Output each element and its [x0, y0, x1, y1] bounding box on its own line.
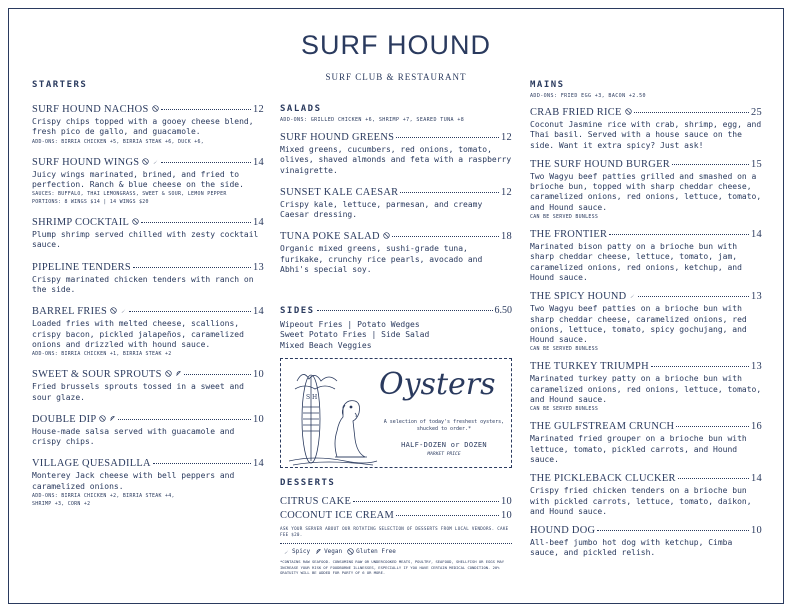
mains-column [530, 80, 762, 567]
menu-item [530, 473, 762, 517]
legend-spicy: Spicy [292, 548, 311, 555]
oysters-market-price: MARKET PRICE [427, 452, 461, 457]
menu-item-name: THE SPICY HOUND [530, 291, 627, 303]
menu-item [32, 369, 264, 403]
spicy-icon [152, 158, 159, 165]
menu-item [530, 159, 762, 221]
menu-item [32, 262, 264, 296]
gluten-free-icon [165, 370, 172, 377]
menu-item-addons: ADD-ONS: BIRRIA CHICKEN +5, BIRRIA STEAK +6, DUCK +6, [32, 138, 204, 145]
menu-item-header [32, 414, 264, 425]
salads-column [280, 104, 512, 286]
menu-item-description: House-made salsa served with guacamole and crispy chips. [32, 426, 235, 447]
menu-item [32, 306, 264, 358]
menu-item-header [280, 132, 512, 143]
menu-item-price: 14 [751, 473, 762, 485]
mains-addons: ADD-ONS: FRIED EGG +3, BACON +2.50 [530, 93, 646, 99]
gluten-free-icon [152, 105, 159, 112]
menu-item-description: All-beef jumbo hot dog with ketchup, Cimba sauce, and pickled relish. [530, 538, 733, 558]
menu-item-dots [133, 267, 251, 268]
sides-line: Mixed Beach Veggies [280, 340, 372, 350]
dietary-legend [280, 548, 512, 555]
menu-item-name: SHRIMP COCKTAIL [32, 217, 130, 229]
menu-item [32, 104, 264, 146]
menu-item-price: 15 [751, 158, 762, 170]
menu-item [32, 414, 264, 448]
menu-item-header [32, 217, 264, 228]
menu-item-description: Mixed greens, cucumbers, red onions, tomato, olives, shaved almonds and feta with a raspberry vinaigrette. [280, 145, 512, 175]
dessert-item [280, 510, 512, 521]
spicy-icon [629, 292, 636, 299]
menu-item [530, 291, 762, 353]
menu-item-name: DOUBLE DIP [32, 413, 97, 425]
gluten-free-icon [110, 307, 117, 314]
menu-item-name: THE SURF HOUND BURGER [530, 158, 670, 170]
desserts-section [280, 478, 512, 576]
menu-item-price: 12 [253, 104, 264, 115]
menu-item-dots [129, 311, 251, 312]
oysters-portions: HALF-DOZEN or DOZEN [401, 441, 487, 449]
menu-item-name: CRAB FRIED RICE [530, 107, 622, 118]
menu-item-addons: PORTIONS: 8 WINGS $14 | 14 WINGS $20 [32, 199, 149, 206]
menu-item-description: Crispy marinated chicken tenders with ranch on the side. [32, 274, 254, 295]
menu-item-price: 13 [751, 291, 762, 303]
raw-food-footnote: *CONTAINS RAW SEAFOOD. CONSUMING RAW OR UNDERCOOKED MEATS, POULTRY, SEAFOOD, SHELLFISH OR EGGS MAY INCREASE YOUR RISK OF FOODBORNE ILLNESSES, ESPECIALLY IF YOU HAVE CERTAIN MEDICAL CONDITION. 20% GRATUITY WILL BE ADDED FOR PARTY OF 6 OR MORE. [280, 559, 505, 575]
menu-item-name: SWEET & SOUR SPROUTS [32, 369, 162, 381]
legend-divider [280, 543, 512, 576]
salads-heading: SALADS [280, 104, 322, 114]
menu-item-description: Coconut Jasmine rice with crab, shrimp, egg, and Thai basil. Served with a house sauce on the side. Want it extra spicy? Just ask! [530, 120, 762, 150]
dessert-price: 10 [501, 510, 512, 521]
desserts-heading: DESSERTS [280, 478, 336, 488]
menu-item-name: THE PICKLEBACK CLUCKER [530, 473, 676, 485]
menu-item-description: Two Wagyu beef patties on a brioche bun with sharp cheddar cheese, caramelized onions, red onions, lettuce, tomato, spicy gochujang, and Hound sauce. [530, 304, 747, 345]
salads-list [280, 132, 512, 275]
menu-item-addons: ADD-ONS: BIRRIA CHICKEN +1, BIRRIA STEAK +2 [32, 351, 172, 358]
mains-list [530, 107, 762, 559]
menu-item-description: Marinated turkey patty on a brioche bun with caramelized onions, red onions, lettuce, tomato, and Hound sauce. [530, 374, 762, 405]
menu-item-header [530, 421, 762, 432]
menu-item-name: SURF HOUND GREENS [280, 132, 395, 143]
gluten-free-icon [99, 415, 106, 422]
menu-item-description: Organic mixed greens, sushi-grade tuna, furikake, crunchy rice pearls, avocado and Abhi's special soy. [280, 244, 483, 275]
spicy-icon [120, 307, 127, 314]
menu-item [280, 187, 512, 221]
menu-item-header [530, 473, 762, 484]
menu-item [530, 361, 762, 413]
menu-item [530, 421, 762, 465]
menu-item-description: Loaded fries with melted cheese, scallions, crispy bacon, pickled jalapeños, caramelized onions and drizzled with hound sauce. [32, 319, 244, 349]
menu-item-price: 13 [253, 261, 264, 273]
dessert-item [280, 496, 512, 507]
gluten-free-icon [625, 108, 632, 115]
menu-item-price: 25 [751, 107, 762, 118]
menu-item-addons: SAUCES: BUFFALO, THAI LEMONGRASS, SWEET & SOUR, LEMON PEPPER [32, 191, 227, 198]
salads-addons: ADD-ONS: GRILLED CHICKEN +6, SHRIMP +7, SEARED TUNA +8 [280, 117, 465, 123]
menu-item-description: Plump shrimp served chilled with zesty cocktail sauce. [32, 230, 259, 250]
sides-price: 6.50 [494, 305, 512, 316]
menu-item-price: 12 [501, 132, 512, 143]
dessert-price: 10 [501, 496, 512, 507]
menu-item-header [530, 107, 762, 118]
restaurant-title: SURF HOUND [301, 30, 491, 60]
gluten-free-icon [132, 218, 139, 225]
menu-item-dots [651, 366, 749, 367]
menu-item-price: 16 [751, 421, 762, 433]
menu-item-header [530, 159, 762, 170]
menu-item-name: THE FRONTIER [530, 229, 608, 241]
menu-item-header [530, 361, 762, 372]
menu-item-addons: ADD-ONS: BIRRIA CHICKEN +2, BIRRIA STEAK +4, [32, 493, 175, 500]
menu-item [530, 107, 762, 151]
menu-item-price: 14 [253, 217, 264, 229]
menu-item [530, 525, 762, 559]
menu-item-dots [638, 296, 749, 297]
menu-item-name: SURF HOUND NACHOS [32, 104, 149, 115]
menu-item-description: Crispy fried chicken tenders on a brioche bun with pickled carrots, lettuce, tomato, daikon, and Hound sauce. [530, 486, 752, 516]
starters-list [32, 104, 264, 508]
gluten-free-icon [383, 232, 390, 239]
menu-item-header [32, 157, 264, 168]
menu-item [280, 132, 512, 176]
menu-item-description: Juicy wings marinated, brined, and fried to perfection. Ranch & blue cheese on the side. [32, 169, 244, 189]
menu-item-header [530, 291, 762, 302]
dessert-dots [353, 501, 499, 502]
starters-column [32, 80, 264, 519]
menu-item-price: 18 [501, 231, 512, 243]
menu-item-price: 12 [501, 186, 512, 198]
menu-item-header [280, 187, 512, 198]
starters-heading: STARTERS [32, 80, 88, 90]
menu-item-addons: CAN BE SERVED BUNLESS [530, 346, 599, 353]
menu-item-name: PIPELINE TENDERS [32, 261, 131, 273]
menu-item-addons: SHRIMP +3, CORN +2 [32, 501, 91, 508]
menu-item-price: 10 [751, 525, 762, 537]
menu-item-header [32, 104, 264, 115]
sides-heading: SIDES [280, 306, 315, 316]
board-letter-s: S [306, 394, 311, 401]
dessert-name: COCONUT ICE CREAM [280, 510, 395, 521]
restaurant-subtitle: SURF CLUB & RESTAURANT [325, 72, 467, 82]
vegan-icon [109, 415, 116, 422]
menu-item-price: 14 [253, 306, 264, 318]
dog-surfboard-illustration [285, 361, 381, 467]
dessert-name: CITRUS CAKE [280, 496, 352, 507]
menu-item-price: 13 [751, 361, 762, 373]
menu-item-dots [161, 162, 251, 163]
menu-item-name: SUNSET KALE CAESAR [280, 186, 399, 198]
oysters-description: A selection of today's freshest oysters, shucked to order.* [383, 419, 505, 432]
menu-item-name: SURF HOUND WINGS [32, 156, 140, 168]
menu-item-dots [184, 374, 251, 375]
menu-item-description: Crispy chips topped with a gooey cheese blend, fresh pico de gallo, and guacamole. [32, 117, 254, 137]
menu-item-header [32, 262, 264, 273]
menu-item-dots [597, 530, 749, 531]
sides-section [280, 305, 512, 351]
menu-item-addons: CAN BE SERVED BUNLESS [530, 214, 599, 221]
menu-item-name: THE TURKEY TRIUMPH [530, 361, 649, 373]
menu-item-price: 14 [751, 229, 762, 241]
menu-item-dots [141, 222, 251, 223]
menu-item-header [32, 458, 264, 469]
menu-item-header [32, 306, 264, 317]
gluten-free-icon [347, 548, 354, 555]
menu-item-price: 14 [253, 458, 264, 470]
menu-item-price: 10 [253, 369, 264, 381]
menu-item-dots [153, 463, 251, 464]
menu-item [32, 217, 264, 251]
menu-item-description: Marinated fried grouper on a brioche bun with lettuce, tomato, pickled carrots, and Hound sauce. [530, 434, 747, 464]
dessert-dots [396, 515, 499, 516]
menu-item-price: 10 [253, 413, 264, 425]
menu-item-dots [392, 236, 499, 237]
mains-heading: MAINS [530, 80, 565, 90]
spicy-icon [283, 548, 290, 555]
menu-item-dots [678, 478, 749, 479]
menu-item-dots [672, 164, 749, 165]
sides-line: Wipeout Fries | Potato Wedges [280, 320, 420, 329]
menu-item-dots [634, 112, 749, 113]
menu-item-addons: CAN BE SERVED BUNLESS [530, 406, 599, 413]
menu-item-name: THE GULFSTREAM CRUNCH [530, 421, 675, 433]
menu-item-name: HOUND DOG [530, 525, 596, 537]
menu-item-header [530, 229, 762, 240]
menu-item-description: Monterey Jack cheese with bell peppers and caramelized onions. [32, 471, 235, 491]
gluten-free-icon [142, 158, 149, 165]
oysters-title: Oysters [379, 367, 496, 402]
legend-vegan: Vegan [324, 548, 343, 555]
menu-item-description: Crispy kale, lettuce, parmesan, and creamy Caesar dressing. [280, 199, 483, 220]
vegan-icon [175, 370, 182, 377]
legend-gluten-free: Gluten Free [356, 548, 396, 555]
menu-item-header [32, 369, 264, 380]
menu-item [32, 458, 264, 508]
menu-item-name: BARREL FRIES [32, 306, 108, 318]
menu-item-description: Marinated bison patty on a brioche bun with sharp cheddar cheese, lettuce, tomato, jam, caramelized onions, red onions, ketchup, and Hound sauce. [530, 242, 742, 282]
menu-item-name: VILLAGE QUESADILLA [32, 458, 151, 470]
vegan-icon [315, 548, 322, 555]
board-letter-h: H [312, 394, 318, 401]
menu-item [280, 231, 512, 275]
sides-dots [317, 310, 493, 311]
menu-item-dots [609, 234, 749, 235]
menu-item-header [280, 231, 512, 242]
dessert-note: ASK YOUR SERVER ABOUT OUR ROTATING SELECTION OF DESSERTS FROM LOCAL VENDORS. CAKE FEE $20. [280, 526, 509, 537]
menu-item [32, 157, 264, 207]
menu-item-dots [396, 137, 499, 138]
menu-item-dots [161, 109, 251, 110]
menu-item-description: Two Wagyu beef patties grilled and smashed on a brioche bun, topped with sharp cheddar cheese, caramelized onions, red onions, lettuce, tomato, and Hound sauce. [530, 171, 762, 212]
menu-item-dots [676, 426, 749, 427]
menu-item-name: TUNA POKE SALAD [280, 231, 380, 243]
menu-item-dots [400, 192, 499, 193]
menu-item-price: 14 [253, 156, 264, 168]
menu-item-dots [118, 419, 251, 420]
menu-item [530, 229, 762, 283]
sides-line: Sweet Potato Fries | Side Salad [280, 330, 430, 340]
menu-item-header [530, 525, 762, 536]
menu-item-description: Fried brussels sprouts tossed in a sweet and sour glaze. [32, 382, 244, 402]
oysters-box [280, 358, 512, 468]
